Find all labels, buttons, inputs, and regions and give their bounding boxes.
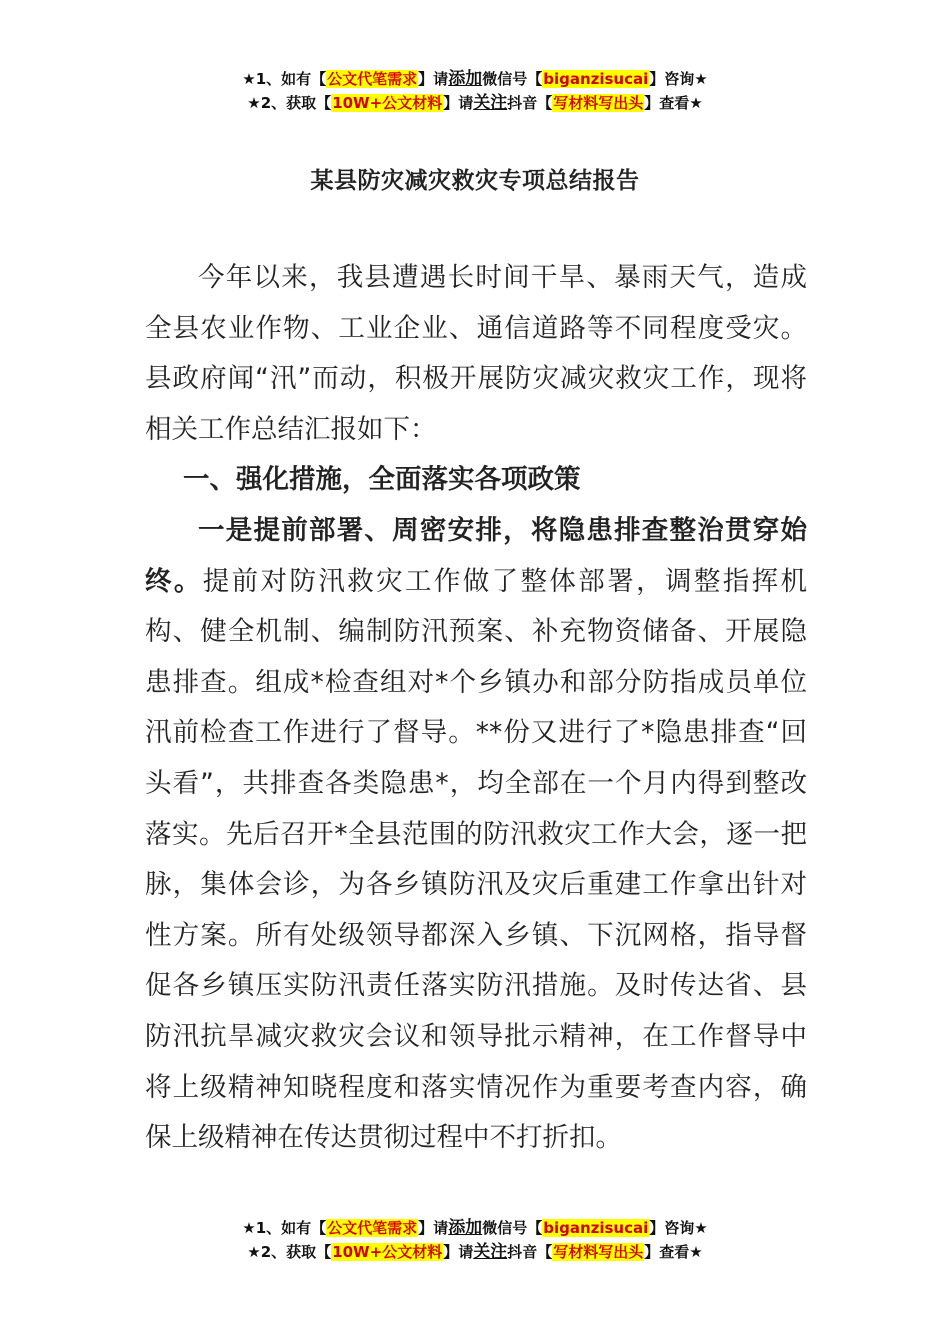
banner-highlight-wechat-id: biganzisucai (543, 70, 649, 88)
banner-line-1 (0, 67, 950, 91)
bottom-banner-highlight-wechat-id: biganzisucai (543, 1219, 649, 1237)
bottom-banner-line-1 (0, 1216, 950, 1240)
banner-highlight-materials: 10W+公文材料 (332, 94, 443, 112)
banner-line-2-underline: 关注 (473, 93, 508, 113)
document-body (145, 253, 807, 1164)
section-heading-1: 一、强化措施，全面落实各项政策 (183, 464, 581, 496)
bottom-banner-line-2-underline: 关注 (473, 1242, 508, 1262)
intro-paragraph: 今年以来，我县遭遇长时间干旱、暴雨天气，造成全县农业作物、工业企业、通信道路等不同程度受灾。县政府闻“汛”而动，积极开展防灾减灾救灾工作，现将相关工作总结汇报如下： (145, 262, 807, 445)
banner-line-1-prefix: ★1、如有【 (242, 70, 327, 88)
bottom-banner-line-2 (0, 1240, 950, 1264)
bottom-banner-highlight-douyin: 写材料写出头 (553, 1243, 644, 1261)
banner-line-2 (0, 91, 950, 115)
bottom-banner-line-2-suffix: 】查看★ (644, 1243, 703, 1261)
bottom-banner (0, 1216, 950, 1264)
document-title: 某县防灾减灾救灾专项总结报告 (310, 168, 640, 194)
banner-highlight-service: 公文代笔需求 (327, 70, 418, 88)
bottom-banner-highlight-materials: 10W+公文材料 (332, 1243, 443, 1261)
banner-highlight-douyin: 写材料写出头 (553, 94, 644, 112)
bottom-banner-line-1-suffix: 】咨询★ (649, 1219, 708, 1237)
bottom-banner-line-2-mid1: 】请 (443, 1243, 474, 1261)
banner-line-2-prefix: ★2、获取【 (247, 94, 332, 112)
bottom-banner-line-2-mid2: 抖音【 (507, 1243, 553, 1261)
banner-line-1-suffix: 】咨询★ (649, 70, 708, 88)
point-1-paragraph (145, 506, 807, 1164)
bottom-banner-line-2-prefix: ★2、获取【 (247, 1243, 332, 1261)
top-banner (0, 67, 950, 115)
point-1-body: 提前对防汛救灾工作做了整体部署，调整指挥机构、健全机制、编制防汛预案、补充物资储备、开展隐患排查。组成*检查组对*个乡镇办和部分防指成员单位汛前检查工作进行了督导。**份又进行了*隐患排查“回头看”，共排查各类隐患*，均全部在一个月内得到整改落实。先后召开*全县范围的防汛救灾工作大会，逐一把脉，集体会诊，为各乡镇防汛及灾后重建工作拿出针对性方案。所有处级领导都深入乡镇、下沉网格，指导督促各乡镇压实防汛责任落实防汛措施。及时传达省、县防汛抗旱减灾救灾会议和领导批示精神，在工作督导中将上级精神知晓程度和落实情况作为重要考查内容，确保上级精神在传达贯彻过程中不打折扣。 (145, 565, 808, 1154)
banner-line-1-mid1: 】请 (418, 70, 449, 88)
banner-line-2-mid2: 抖音【 (507, 94, 553, 112)
banner-line-1-underline: 添加 (448, 69, 483, 89)
bottom-banner-line-1-mid2: 微信号【 (482, 1219, 543, 1237)
banner-line-2-suffix: 】查看★ (644, 94, 703, 112)
bottom-banner-line-1-prefix: ★1、如有【 (242, 1219, 327, 1237)
bottom-banner-highlight-service: 公文代笔需求 (327, 1219, 418, 1237)
bottom-banner-line-1-underline: 添加 (448, 1218, 483, 1238)
bottom-banner-line-1-mid1: 】请 (418, 1219, 449, 1237)
banner-line-2-mid1: 】请 (443, 94, 474, 112)
point-1-lead: 一是提前部署、周密安排，将隐患排查整治贯穿始终。 (145, 514, 807, 597)
banner-line-1-mid2: 微信号【 (482, 70, 543, 88)
